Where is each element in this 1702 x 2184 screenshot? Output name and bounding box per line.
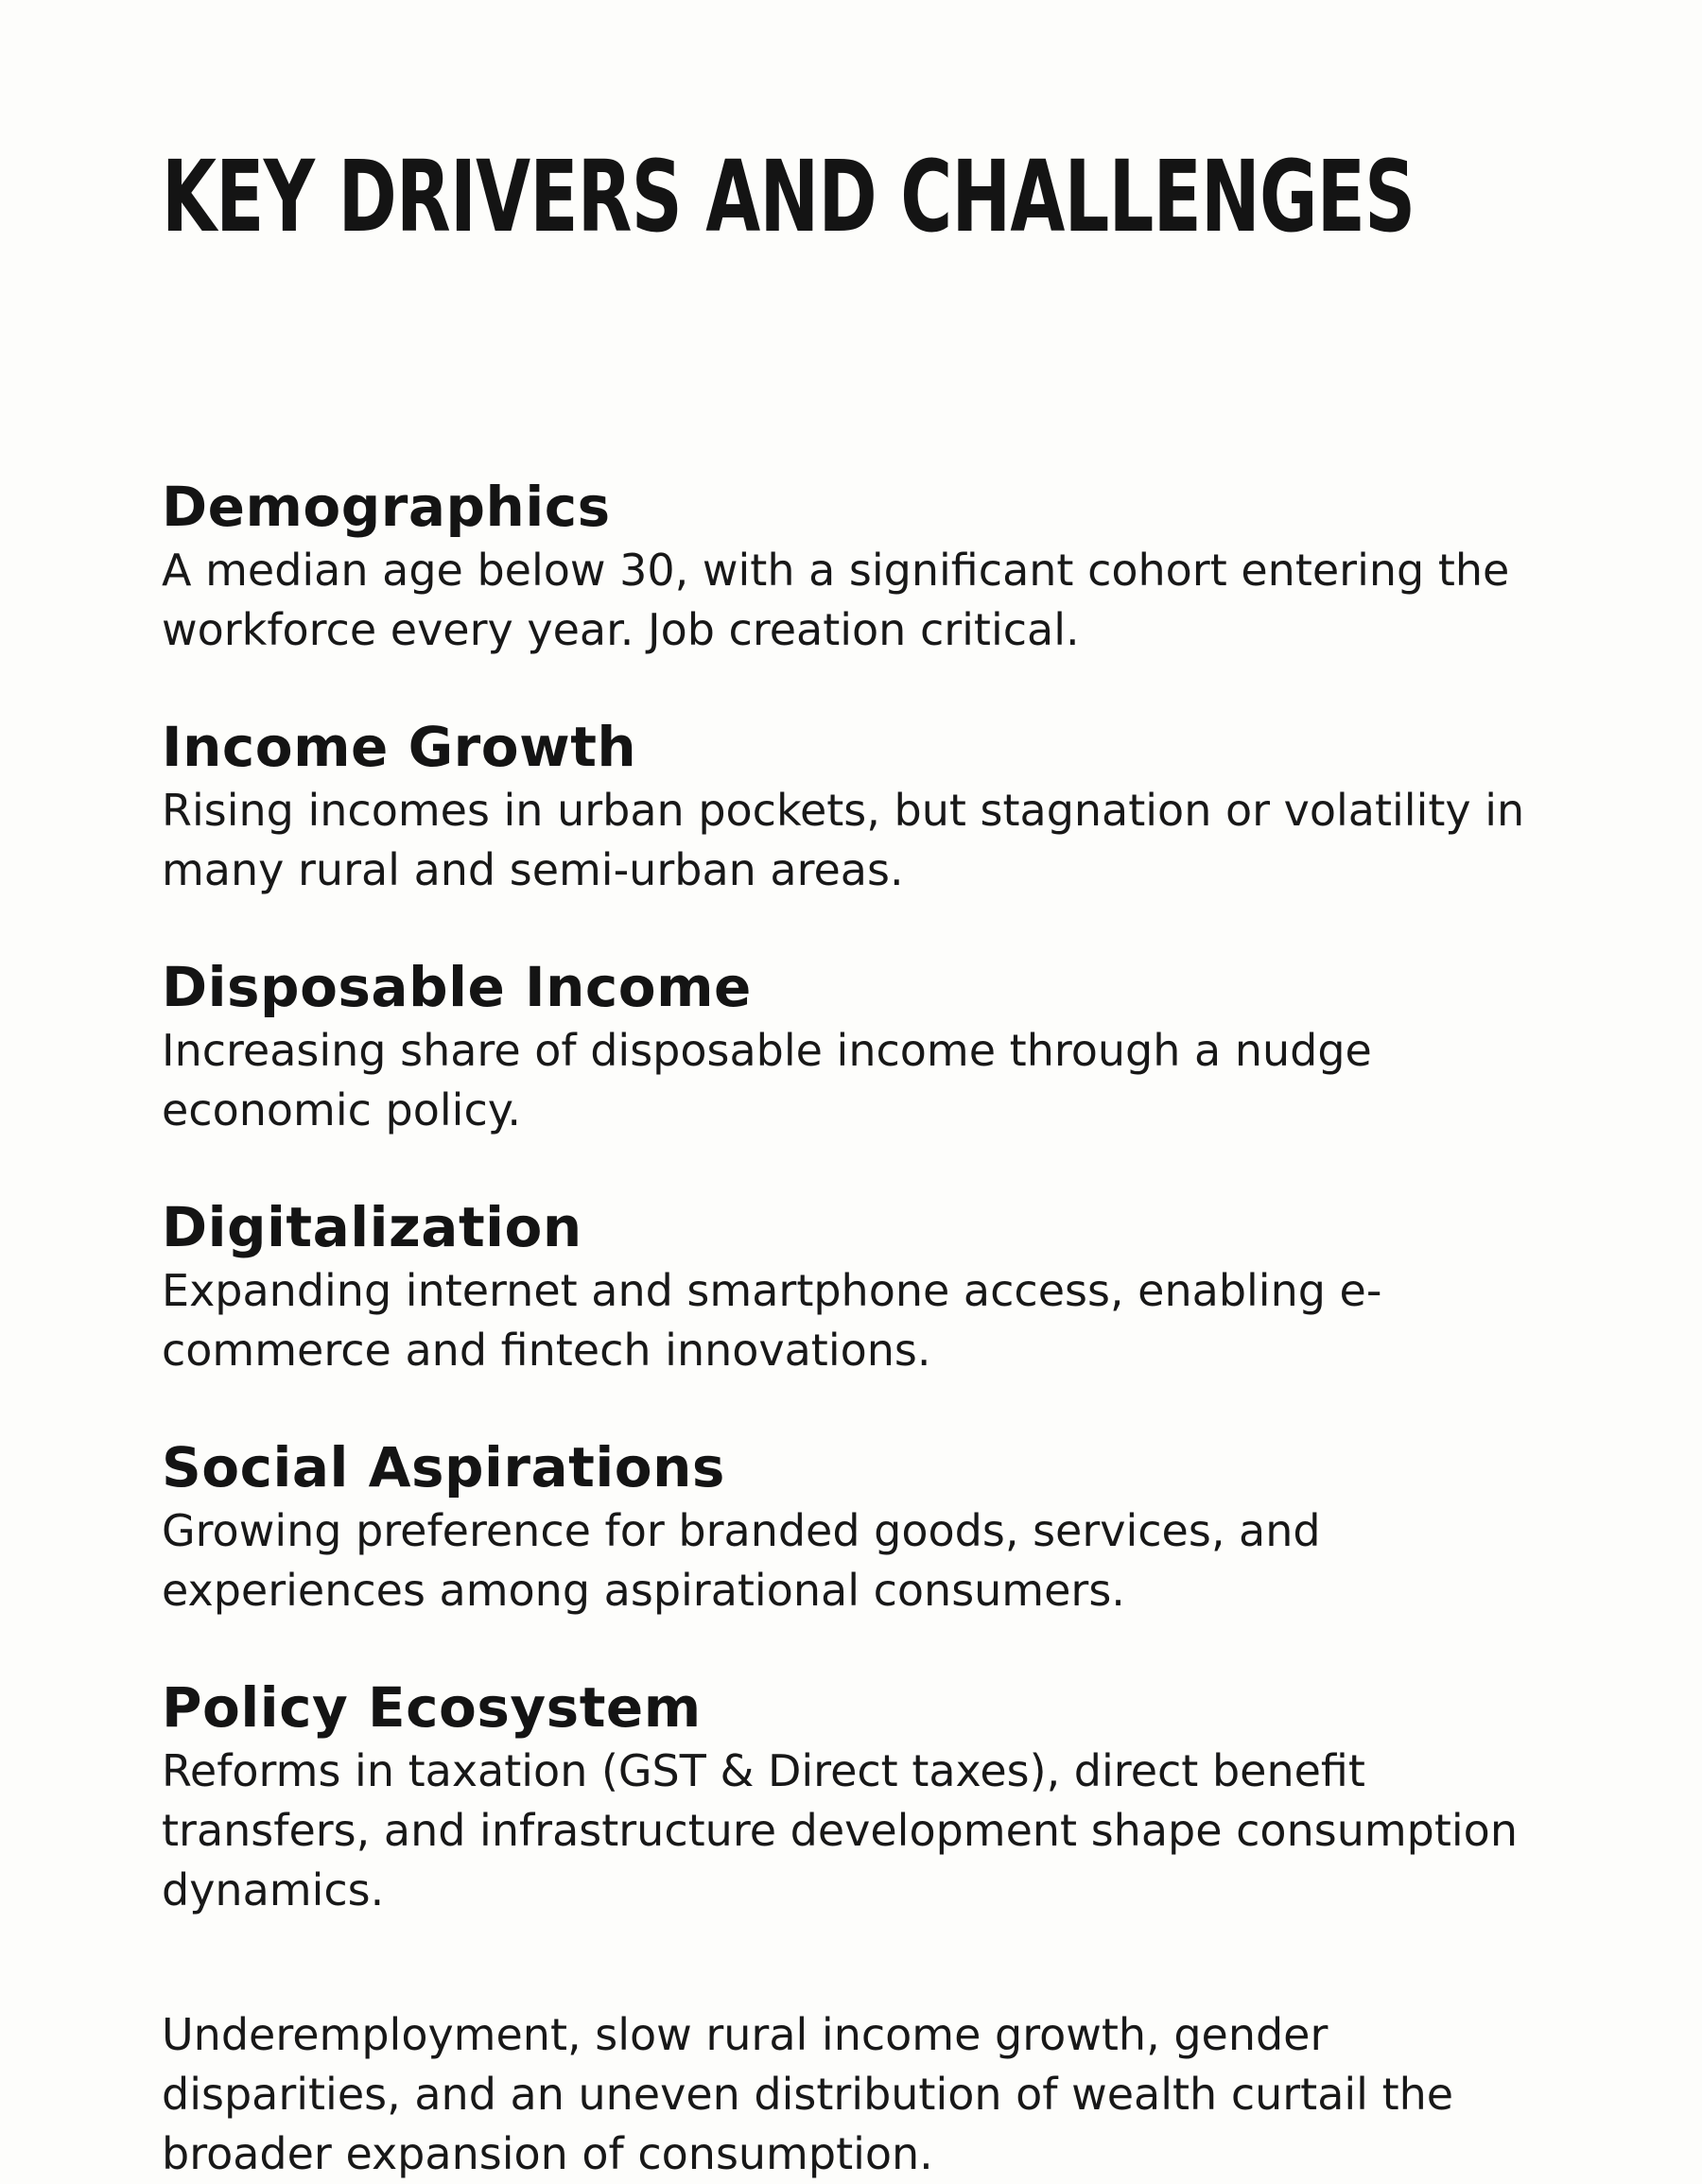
section-heading: Digitalization [162, 1195, 582, 1259]
section-body: Rising incomes in urban pockets, but stagnation or volatility in many rural and semi-urban areas. [162, 785, 1525, 895]
section-body: A median age below 30, with a significant cohort entering the workforce every year. Job creation critical. [162, 545, 1510, 655]
page-title: KEY DRIVERS AND CHALLENGES [162, 139, 1415, 254]
section-disposable-income [162, 957, 1561, 1140]
section-body: Growing preference for branded goods, services, and experiences among aspirational consumers. [162, 1505, 1321, 1616]
section-policy-ecosystem [162, 1677, 1561, 1920]
section-heading: Social Aspirations [162, 1435, 725, 1499]
section-heading: Policy Ecosystem [162, 1675, 702, 1740]
section-social-aspirations [162, 1437, 1561, 1621]
section-body: Increasing share of disposable income through a nudge economic policy. [162, 1025, 1372, 1135]
section-demographics [162, 477, 1561, 660]
section-body: Expanding internet and smartphone access, enabling e-commerce and fintech innovations. [162, 1265, 1382, 1376]
closing-paragraph: Underemployment, slow rural income growth, gender disparities, and an uneven distribution of wealth curtail the broader expansion of consumption. [162, 2009, 1454, 2179]
section-income-growth [162, 717, 1561, 900]
section-digitalization [162, 1197, 1561, 1380]
drivers-list [162, 477, 1561, 1920]
section-heading: Income Growth [162, 715, 637, 779]
document-page [162, 140, 1561, 2184]
section-heading: Disposable Income [162, 955, 752, 1019]
section-heading: Demographics [162, 475, 611, 539]
section-body: Reforms in taxation (GST & Direct taxes), direct benefit transfers, and infrastructure development shape consumption dynamics. [162, 1745, 1518, 1915]
